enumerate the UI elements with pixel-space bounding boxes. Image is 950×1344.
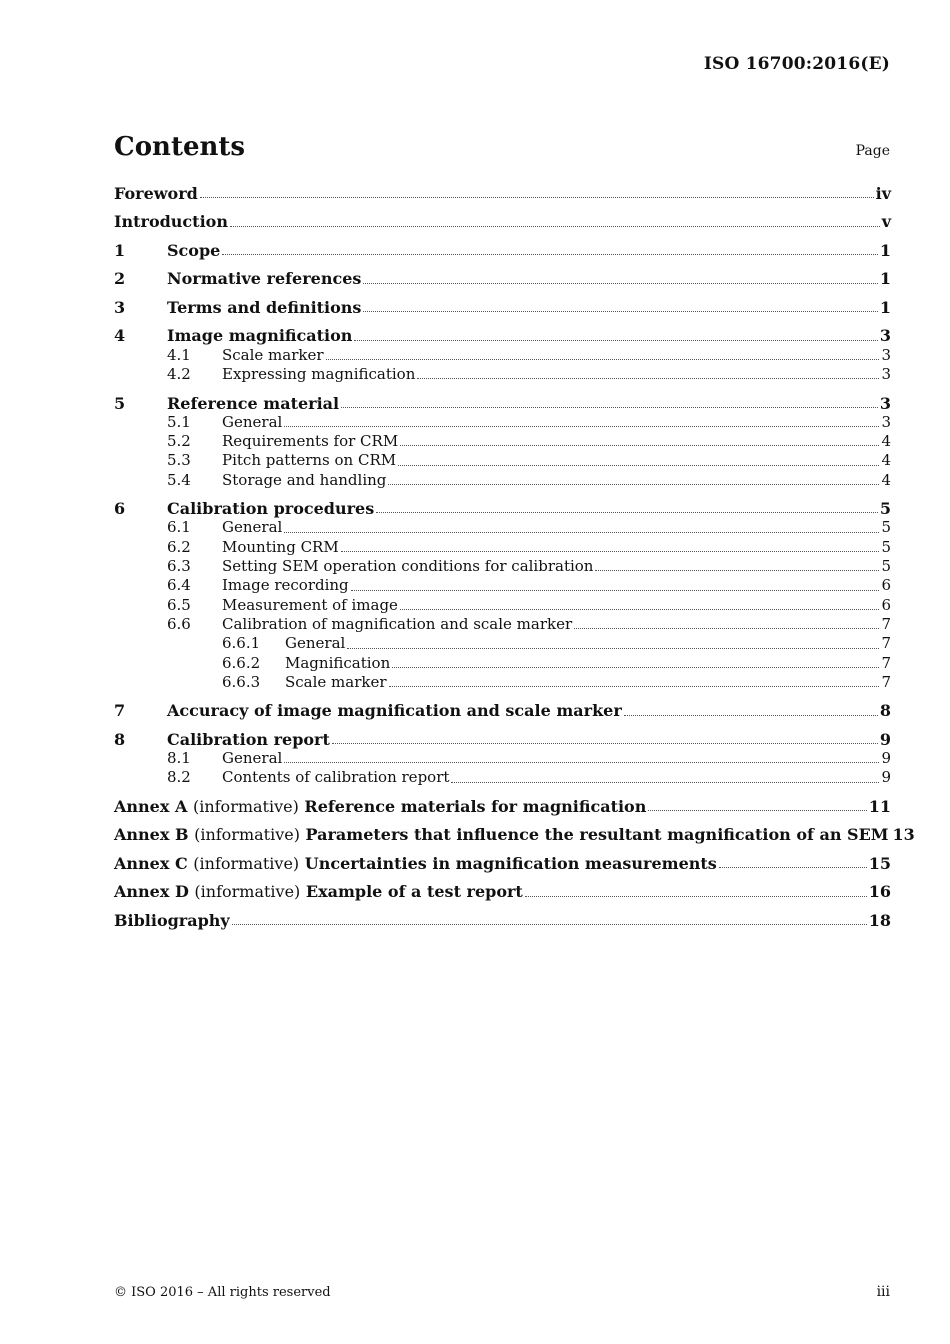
toc-entry-page: 5	[881, 518, 891, 537]
toc-entry-title: Bibliography	[114, 910, 230, 930]
toc-entry[interactable]	[114, 825, 915, 845]
toc-entry[interactable]	[114, 241, 891, 260]
toc-entry-number: 6.1	[167, 518, 191, 537]
toc-entry-title: Pitch patterns on CRM	[222, 451, 397, 470]
toc-entry-page: 5	[881, 557, 891, 576]
toc-entry-title: Scale marker	[222, 345, 324, 364]
toc-entry-title: Calibration procedures	[167, 499, 375, 519]
annex-title: Uncertainties in magnification measurements	[304, 853, 717, 873]
toc-entry-number: 5	[114, 393, 126, 413]
toc-entry-page: 1	[879, 240, 891, 260]
annex-title: Parameters that influence the resultant magnification of an SEM	[305, 825, 889, 845]
toc-entry-page: 4	[881, 470, 891, 489]
toc-entry-title: Terms and definitions	[167, 297, 362, 317]
annex-type: (informative)	[193, 853, 300, 873]
toc-entry-page: 4	[881, 432, 891, 451]
dot-leader	[354, 340, 877, 341]
toc-entry-number: 6.6.1	[222, 634, 261, 653]
annex-title: Example of a test report	[305, 882, 523, 902]
toc-entry[interactable]	[114, 346, 891, 365]
toc-entry-title: Accuracy of image magnification and scale marker	[167, 701, 622, 721]
toc-entry-title: Calibration report	[167, 729, 330, 749]
toc-entry-title: Image recording	[222, 576, 349, 595]
dot-leader	[232, 924, 867, 925]
dot-leader	[230, 226, 880, 227]
toc-entry[interactable]	[114, 882, 891, 901]
toc-entry-page: 18	[868, 910, 891, 930]
toc-entry-title: General	[222, 412, 283, 431]
toc-entry-number: 5.3	[167, 451, 191, 470]
annex-label: Annex C	[114, 853, 188, 873]
dot-leader	[388, 484, 879, 485]
toc-entry[interactable]	[114, 911, 891, 930]
toc-entry-page: 16	[868, 882, 891, 902]
page-number: iii	[876, 1284, 890, 1300]
toc-entry[interactable]	[114, 557, 891, 576]
table-of-contents	[114, 184, 915, 930]
dot-leader	[284, 426, 879, 427]
toc-entry[interactable]	[114, 596, 891, 615]
toc-entry-title: General	[222, 518, 283, 537]
annex-type: (informative)	[194, 882, 301, 902]
dot-leader	[648, 810, 866, 811]
toc-entry-page: 6	[881, 595, 891, 614]
toc-entry[interactable]	[114, 184, 891, 203]
toc-entry-page: 3	[879, 326, 891, 346]
toc-entry[interactable]	[114, 413, 891, 432]
toc-entry-page: 7	[881, 653, 891, 672]
toc-entry-title	[114, 854, 717, 873]
dot-leader	[376, 512, 878, 513]
dot-leader	[417, 378, 879, 379]
annex-type: (informative)	[194, 825, 300, 845]
toc-entry[interactable]	[114, 730, 891, 749]
toc-entry[interactable]	[114, 269, 891, 288]
dot-leader	[200, 197, 874, 198]
toc-entry-title: Scope	[167, 240, 221, 260]
toc-entry-title: Mounting CRM	[222, 537, 339, 556]
dot-leader	[363, 283, 877, 284]
toc-entry-number: 6.6.2	[222, 653, 261, 672]
dot-leader	[341, 407, 878, 408]
toc-entry-title: General	[222, 749, 283, 768]
toc-entry-title: Expressing magnification	[222, 365, 416, 384]
toc-entry-number: 6.6.3	[222, 672, 261, 691]
dot-leader	[332, 743, 878, 744]
dot-leader	[574, 628, 879, 629]
toc-entry-title: Setting SEM operation conditions for calibration	[222, 557, 594, 576]
toc-entry[interactable]	[114, 615, 891, 634]
copyright-notice: © ISO 2016 – All rights reserved	[114, 1285, 331, 1300]
toc-entry[interactable]	[114, 701, 891, 720]
toc-entry[interactable]	[114, 451, 891, 470]
toc-entry-page: iv	[875, 184, 891, 203]
toc-entry-title	[114, 797, 646, 816]
toc-entry-number: 8.2	[167, 768, 191, 787]
toc-entry-number: 6	[114, 499, 126, 519]
toc-entry[interactable]	[114, 499, 891, 518]
toc-entry-number: 8	[114, 729, 126, 749]
dot-leader	[284, 532, 879, 533]
dot-leader	[347, 648, 879, 649]
annex-label: Annex D	[114, 882, 189, 902]
toc-entry-page: 11	[868, 796, 891, 816]
toc-entry-page: 5	[881, 537, 891, 556]
dot-leader	[398, 465, 879, 466]
toc-entry-title: Reference material	[167, 393, 340, 413]
toc-entry-page: v	[881, 212, 891, 232]
dot-leader	[624, 715, 878, 716]
toc-entry-page: 13	[892, 825, 915, 845]
toc-entry[interactable]	[114, 797, 891, 816]
dot-leader	[351, 590, 880, 591]
contents-heading: Contents	[114, 132, 246, 162]
dot-leader	[341, 551, 880, 552]
toc-entry-title	[114, 882, 523, 901]
toc-entry-page: 6	[881, 576, 891, 595]
toc-entry[interactable]	[114, 471, 891, 490]
dot-leader	[400, 609, 880, 610]
dot-leader	[400, 445, 879, 446]
toc-entry-number: 5.4	[167, 470, 191, 489]
toc-entry-title: General	[285, 634, 346, 653]
toc-entry-number: 8.1	[167, 749, 191, 768]
toc-entry[interactable]	[114, 749, 891, 768]
toc-entry-number: 6.5	[167, 595, 191, 614]
toc-entry-page: 3	[881, 412, 891, 431]
toc-entry[interactable]	[114, 394, 891, 413]
dot-leader	[222, 254, 878, 255]
toc-entry-page: 3	[881, 365, 891, 384]
toc-entry-number: 6.2	[167, 537, 191, 556]
toc-entry[interactable]	[114, 298, 891, 317]
toc-entry[interactable]	[114, 212, 891, 231]
toc-entry[interactable]	[114, 326, 891, 345]
dot-leader	[363, 311, 877, 312]
dot-leader	[392, 667, 879, 668]
toc-entry-page: 3	[881, 345, 891, 364]
toc-entry-number: 5.1	[167, 412, 191, 431]
annex-label: Annex A	[114, 796, 188, 816]
toc-entry-page: 1	[879, 269, 891, 289]
toc-entry[interactable]	[114, 538, 891, 557]
toc-entry[interactable]	[114, 576, 891, 595]
toc-entry-number: 6.6	[167, 614, 191, 633]
toc-entry-number: 6.3	[167, 557, 191, 576]
toc-entry-title: Calibration of magnification and scale marker	[222, 614, 573, 633]
toc-entry-title: Normative references	[167, 269, 362, 289]
toc-entry-title: Contents of calibration report	[222, 768, 450, 787]
toc-entry-title: Scale marker	[285, 672, 387, 691]
dot-leader	[451, 782, 879, 783]
toc-entry-page: 15	[868, 853, 891, 873]
toc-entry-number: 2	[114, 269, 126, 289]
toc-entry-page: 8	[879, 701, 891, 721]
toc-entry-page: 3	[879, 393, 891, 413]
annex-label: Annex B	[114, 825, 189, 845]
toc-entry-number: 4.1	[167, 345, 191, 364]
dot-leader	[525, 896, 867, 897]
toc-entry-page: 5	[879, 499, 891, 519]
document-id: ISO 16700:2016(E)	[703, 54, 890, 74]
toc-entry-number: 5.2	[167, 432, 191, 451]
toc-entry[interactable]	[114, 673, 891, 692]
annex-type: (informative)	[192, 796, 299, 816]
toc-entry-page: 4	[881, 451, 891, 470]
toc-entry-title: Requirements for CRM	[222, 432, 399, 451]
toc-entry-title: Measurement of image	[222, 595, 398, 614]
toc-entry[interactable]	[114, 854, 891, 873]
toc-entry-page: 9	[881, 768, 891, 787]
toc-entry-title: Foreword	[114, 184, 198, 203]
toc-entry-number: 6.4	[167, 576, 191, 595]
toc-entry[interactable]	[114, 634, 891, 653]
toc-entry-page: 7	[881, 672, 891, 691]
toc-entry-number: 4	[114, 326, 126, 346]
toc-entry-title: Storage and handling	[222, 470, 387, 489]
toc-entry[interactable]	[114, 432, 891, 451]
toc-entry-page: 7	[881, 614, 891, 633]
toc-entry-number: 4.2	[167, 365, 191, 384]
toc-entry-number: 3	[114, 297, 126, 317]
toc-entry-number: 7	[114, 701, 126, 721]
toc-entry-title: Introduction	[114, 212, 228, 232]
dot-leader	[595, 570, 879, 571]
page-column-label: Page	[855, 143, 890, 159]
dot-leader	[719, 867, 867, 868]
annex-title: Reference materials for magnification	[304, 796, 647, 816]
dot-leader	[326, 359, 880, 360]
dot-leader	[284, 762, 879, 763]
toc-entry[interactable]	[114, 654, 891, 673]
toc-entry-title	[114, 825, 889, 844]
toc-entry-page: 9	[881, 749, 891, 768]
toc-entry-page: 1	[879, 297, 891, 317]
toc-entry-page: 9	[879, 729, 891, 749]
toc-entry[interactable]	[114, 768, 891, 787]
toc-entry-page: 7	[881, 634, 891, 653]
toc-entry-number: 1	[114, 240, 126, 260]
toc-entry[interactable]	[114, 518, 891, 537]
toc-entry[interactable]	[114, 365, 891, 384]
toc-entry-title: Magnification	[285, 653, 391, 672]
toc-entry-title: Image magnification	[167, 326, 353, 346]
dot-leader	[389, 686, 880, 687]
